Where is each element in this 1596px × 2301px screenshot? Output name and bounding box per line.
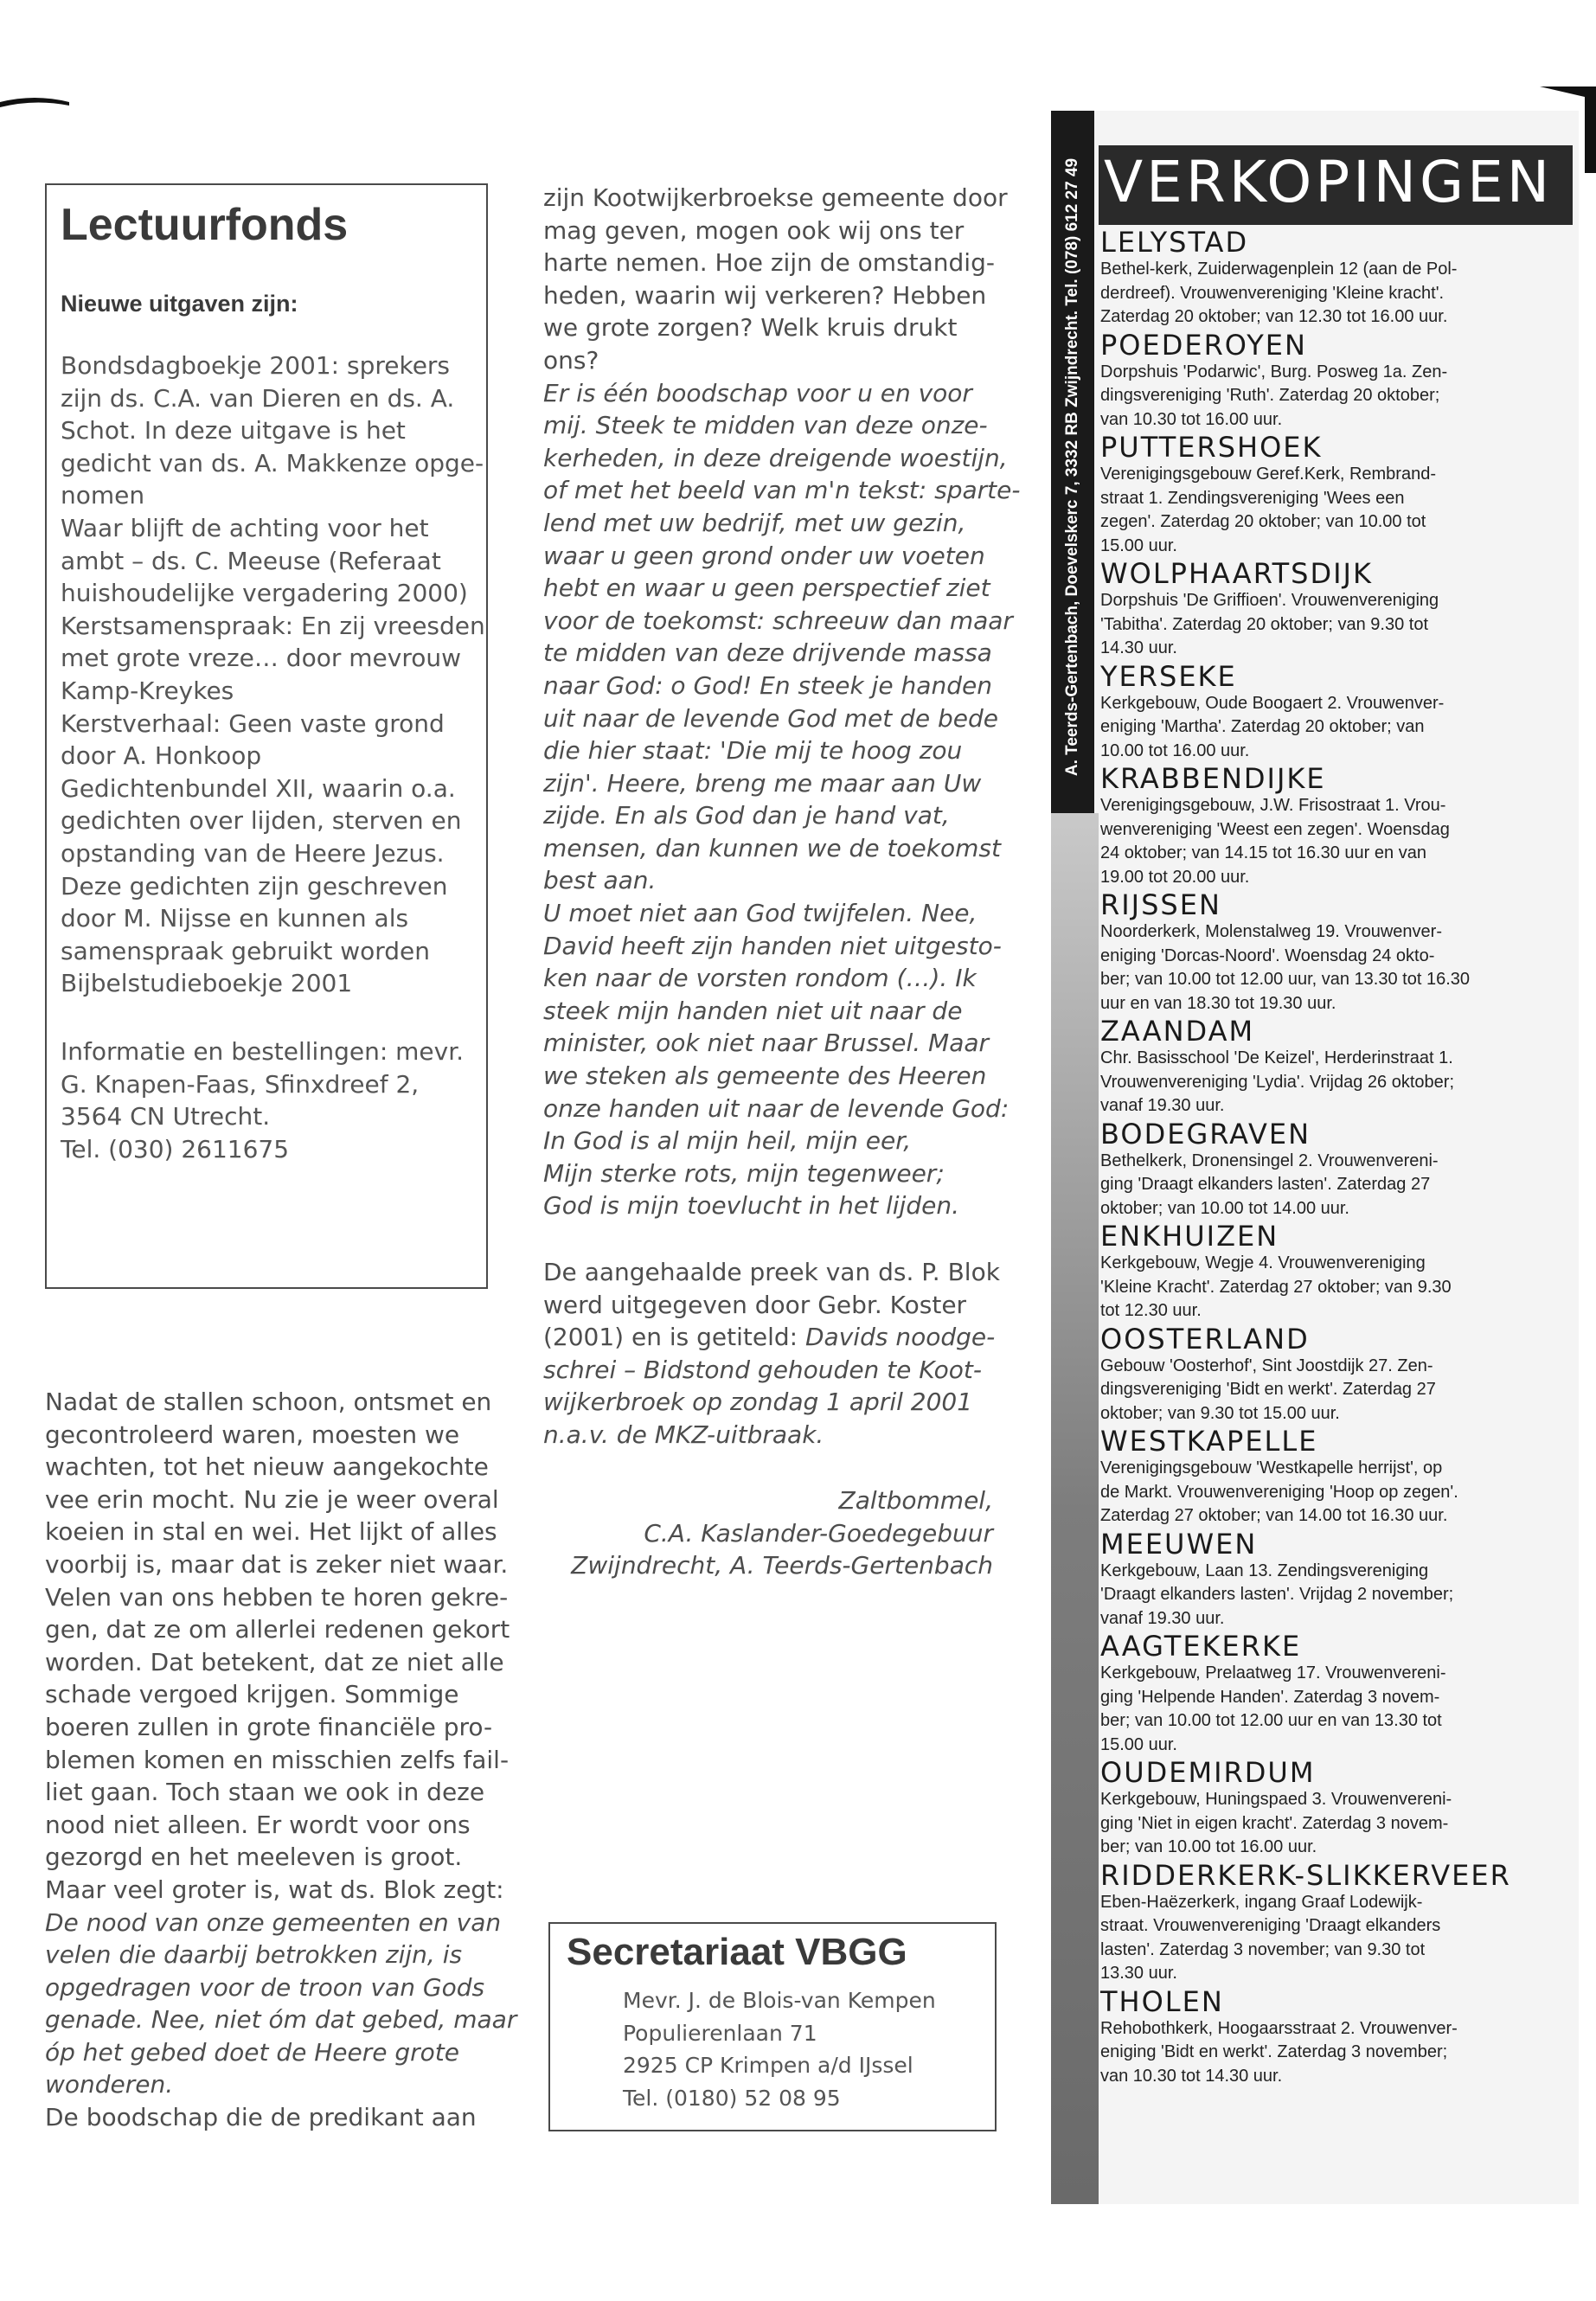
sale-detail-line: ging 'Niet in eigen kracht'. Zaterdag 3 novem- [1100, 1813, 1449, 1833]
article-line [543, 962, 993, 995]
article-line [45, 1516, 495, 1548]
sale-detail-line: 'Kleine Kracht'. Zaterdag 27 oktober; van 9.30 [1100, 1277, 1452, 1297]
article-line [45, 1613, 510, 1646]
article-line-text: best aan. [543, 866, 657, 895]
article-line-text: gecontroleerd waren, moesten we [45, 1420, 460, 1449]
sale-entry [1100, 432, 1572, 558]
article-line [543, 247, 993, 279]
lectuurfonds-line: Kerstverhaal: Geen vaste grond [61, 708, 445, 738]
lectuurfonds-line: zijn ds. C.A. van Dieren en ds. A. [61, 383, 455, 413]
article-line [543, 279, 993, 312]
article-line-text: gen, dat ze om allerlei redenen gekort [45, 1615, 510, 1644]
address-line: Populierenlaan 71 [623, 2020, 817, 2046]
article-line-text: of met het beeld van m'n tekst: sparte- [543, 476, 1021, 505]
sale-entry [1100, 1986, 1572, 2089]
sale-detail-line: eniging 'Dorcas-Noord'. Woensdag 24 okto- [1100, 945, 1435, 965]
sale-entry [1100, 1757, 1572, 1860]
article-line-text: (2001) en is getiteld: [543, 1323, 805, 1352]
article-line [45, 1809, 495, 1842]
sale-detail-line: 15.00 uur. [1100, 535, 1177, 555]
article-line [543, 442, 1008, 475]
sale-detail-line: dingsvereniging 'Bidt en werkt'. Zaterdag 27 [1100, 1380, 1436, 1399]
sale-city: THOLEN [1100, 1984, 1224, 2018]
article-line [543, 215, 993, 247]
lectuurfonds-list [61, 349, 485, 1000]
sale-detail-line: Dorpshuis 'Podarwic', Burg. Posweg 1a. Zen- [1100, 362, 1448, 381]
article-line [543, 1419, 993, 1452]
address-line: 2925 CP Krimpen a/d IJssel [623, 2053, 913, 2078]
article-line [543, 670, 993, 702]
lectuurfonds-line: Kamp-Kreykes [61, 676, 234, 705]
sale-entry [1100, 661, 1572, 764]
sale-detail-line: Verenigingsgebouw Geref.Kerk, Rembrand- [1100, 465, 1436, 484]
sale-detail-line: Bethel-kerk, Zuiderwagenplein 12 (aan de Pol- [1100, 260, 1458, 279]
sale-city: OUDEMIRDUM [1100, 1756, 1316, 1789]
sale-detail-line: oktober; van 10.00 tot 14.00 uur. [1100, 1198, 1349, 1218]
sale-detail-line: straat. Vrouwenvereniging 'Draagt elkanders [1100, 1916, 1441, 1935]
lectuurfonds-line: gedichten over lijden, sterven en [61, 806, 462, 836]
sale-detail-line: zegen'. Zaterdag 20 oktober; van 10.00 tot [1100, 512, 1426, 531]
sale-detail-line: Verenigingsgebouw 'Westkapelle herrijst', op [1100, 1458, 1443, 1477]
article-line [543, 377, 993, 410]
sale-city: ENKHUIZEN [1100, 1220, 1279, 1253]
lectuurfonds-line: Gedichtenbundel XII, waarin o.a. [61, 773, 456, 803]
lectuurfonds-line: nomen [61, 481, 145, 510]
article-line [45, 1419, 495, 1452]
article-line-text: koeien in stal en wei. Het lijkt of alles [45, 1517, 497, 1547]
sale-entry [1100, 889, 1572, 1016]
article-line-text: heden, waarin wij verkeren? Hebben [543, 280, 987, 310]
article-line [543, 182, 1008, 215]
article-line [45, 1744, 510, 1777]
article-line-text: liet gaan. Toch staan we ook in deze [45, 1778, 485, 1807]
sale-city: MEEUWEN [1100, 1527, 1258, 1561]
lectuurfonds-line: met grote vreze… door mevrouw [61, 644, 461, 673]
article-line [543, 1354, 993, 1387]
sale-detail-line: 15.00 uur. [1100, 1734, 1177, 1754]
article-line [45, 1451, 495, 1484]
sale-entry [1100, 1324, 1572, 1426]
sale-detail-line: straat 1. Zendingsvereniging 'Wees een [1100, 488, 1405, 508]
article-column-1 [45, 1386, 517, 2134]
article-line [543, 1321, 996, 1354]
sale-detail-line: ging 'Helpende Handen'. Zaterdag 3 novem- [1100, 1687, 1440, 1707]
sale-detail-line: Kerkgebouw, Wegje 4. Vrouwenvereniging [1100, 1253, 1426, 1272]
article-line-text: harte nemen. Hoe zijn de omstandig- [543, 248, 995, 278]
article-line [45, 1646, 504, 1679]
sale-city: PUTTERSHOEK [1100, 431, 1323, 464]
article-line-text: gezorgd en het meeleven is groot. [45, 1843, 463, 1872]
sale-detail-line: Noorderkerk, Molenstalweg 19. Vrouwenver- [1100, 922, 1442, 941]
article-line-text: ken naar de vorsten rondom (…). Ik [543, 964, 977, 993]
sale-city: YERSEKE [1100, 659, 1237, 693]
article-line [543, 767, 993, 800]
verkopingen-list [1100, 227, 1572, 2088]
article-line-text: naar God: o God! En steek je handen [543, 670, 992, 700]
sale-detail-line: 'Tabitha'. Zaterdag 20 oktober; van 9.30 tot [1100, 614, 1428, 634]
article-line-text: mij. Steek te midden van deze onze- [543, 411, 988, 440]
article-line [543, 930, 1002, 963]
address-line: Tel. (0180) 52 08 95 [623, 2085, 841, 2111]
article-line-text: Velen van ons hebben te horen gekre- [45, 1582, 509, 1612]
sale-detail-line: 10.00 tot 16.00 uur. [1100, 740, 1250, 760]
article-line [543, 572, 993, 605]
lectuurfonds-line: Bondsdagboekje 2001: sprekers [61, 351, 451, 380]
article-line [543, 344, 993, 377]
article-line-text: die hier staat: 'Die mij te hoog zou [543, 736, 963, 766]
sale-entry [1100, 1426, 1572, 1529]
article-line-text: hebt en waar u geen perspectief ziet [543, 574, 990, 603]
sale-detail-line: eniging 'Bidt en werkt'. Zaterdag 3 november; [1100, 2042, 1448, 2061]
article-line [543, 637, 993, 670]
lectuurfonds-line: gedicht van ds. A. Makkenze opge- [61, 448, 484, 478]
sale-entry [1100, 330, 1572, 433]
article-line [543, 311, 993, 344]
sale-detail-line: vanaf 19.30 uur. [1100, 1096, 1225, 1115]
article-line-text: wonderen. [45, 2070, 174, 2099]
secretariaat-title: Secretariaat VBGG [567, 1931, 907, 1973]
article-line-text: kerheden, in deze dreigende woestijn, [543, 443, 1008, 472]
sale-entry [1100, 1631, 1572, 1757]
sale-detail-line: van 10.30 tot 16.00 uur. [1100, 409, 1283, 429]
article-line [543, 864, 993, 897]
article-signature [543, 1484, 993, 1582]
lectuurfonds-title: Lectuurfonds [61, 200, 349, 250]
sale-city: WESTKAPELLE [1100, 1425, 1318, 1458]
article-line-text: blemen komen en misschien zelfs fail- [45, 1745, 510, 1774]
lectuurfonds-subtitle: Nieuwe uitgaven zijn: [61, 291, 298, 317]
sale-detail-line: vanaf 19.30 uur. [1100, 1608, 1225, 1628]
article-line-text: Er is één boodschap voor u en voor [543, 378, 972, 407]
article-line [543, 1289, 993, 1322]
article-line-text: opgedragen voor de troon van Gods [45, 1972, 485, 2002]
article-line [45, 1939, 495, 1971]
lectuurfonds-line: Deze gedichten zijn geschreven [61, 871, 448, 901]
lectuurfonds-line: opstanding van de Heere Jezus. [61, 838, 445, 868]
article-line [45, 2036, 495, 2069]
article-line-text: waar u geen grond onder uw voeten [543, 541, 985, 570]
sale-detail-line: wenvereniging 'Weest een zegen'. Woensdag [1100, 819, 1450, 839]
article-line-text: De aangehaalde preek van ds. P. Blok [543, 1258, 1000, 1286]
sale-entry [1100, 1118, 1572, 1221]
article-line-text: U moet niet aan God twijfelen. Nee, [543, 899, 977, 928]
article-line-text: wijkerbroek op zondag 1 april 2001 [543, 1388, 973, 1417]
article-line-text: mensen, dan kunnen we de toekomst [543, 833, 1001, 862]
article-line-text: zijn Kootwijkerbroekse gemeente door [543, 183, 1008, 212]
sale-detail-line: Bethelkerk, Dronensingel 2. Vrouwenvereni- [1100, 1150, 1439, 1170]
secretariaat-address [623, 1984, 936, 2114]
article-line [543, 507, 993, 540]
sale-detail-line: tot 12.30 uur. [1100, 1301, 1202, 1320]
article-line-text: Mijn sterke rots, mijn tegenweer; [543, 1158, 945, 1188]
sale-detail-line: de Markt. Vrouwenvereniging 'Hoop op zegen'. [1100, 1482, 1458, 1502]
sale-detail-line: 'Draagt elkanders lasten'. Vrijdag 2 november; [1100, 1585, 1454, 1604]
sale-city: AAGTEKERKE [1100, 1630, 1302, 1663]
sale-detail-line: Dorpshuis 'De Griffioen'. Vrouwenvereniging [1100, 591, 1439, 610]
article-line [543, 409, 993, 442]
sale-detail-line: Verenigingsgebouw, J.W. Frisostraat 1. Vrou- [1100, 796, 1446, 815]
article-line-text: worden. Dat betekent, dat ze niet alle [45, 1647, 504, 1676]
lectuurfonds-line: door A. Honkoop [61, 741, 262, 771]
article-line [543, 540, 993, 573]
sale-entry [1100, 1016, 1572, 1118]
article-line-text: schrei – Bidstond gehouden te Koot- [543, 1355, 983, 1384]
article-line-text: schade vergoed krijgen. Sommige [45, 1680, 459, 1709]
article-line [45, 1874, 504, 1907]
article-line-text: wachten, tot het nieuw aangekochte [45, 1452, 489, 1482]
verkopingen-title: VERKOPINGEN [1104, 149, 1554, 215]
article-line [543, 474, 1021, 507]
sale-detail-line: uur en van 18.30 tot 19.30 uur. [1100, 993, 1336, 1013]
article-line [45, 2003, 517, 2036]
article-line-text: velen die daarbij betrokken zijn, is [45, 1940, 463, 1970]
sale-detail-line: derdreef). Vrouwenvereniging 'Kleine kracht'. [1100, 283, 1445, 303]
sale-detail-line: ber; van 10.00 tot 16.00 uur. [1100, 1837, 1317, 1856]
article-line-text: uit naar de levende God met de bede [543, 703, 999, 733]
verkopingen-credit: A. Teerds-Gertenbach, Doevelskerc 7, 3332 RB Zwijndrecht. Tel. (078) 612 27 49 [1063, 157, 1081, 777]
sale-city: BODEGRAVEN [1100, 1117, 1311, 1150]
article-line [45, 1841, 495, 1874]
sale-entry [1100, 763, 1572, 889]
lectuurfonds-line: Waar blijft de achting voor het [61, 513, 429, 542]
article-line-text: zijde. En als God dan je hand vat, [543, 801, 950, 830]
article-line-text: Maar veel groter is, wat ds. Blok zegt: [45, 1875, 504, 1904]
lectuurfonds-contact [61, 1035, 476, 1165]
sale-city: RIDDERKERK-SLIKKERVEER [1100, 1858, 1511, 1892]
article-line [45, 1776, 495, 1809]
article-line-text: we grote zorgen? Welk kruis drukt [543, 313, 958, 343]
sale-city: WOLPHAARTSDIJK [1100, 557, 1373, 590]
article-line-text: boeren zullen in grote financiële pro- [45, 1712, 493, 1741]
article-line-text: genade. Nee, niet óm dat gebed, maar [45, 2005, 517, 2035]
contact-line: Tel. (030) 2611675 [61, 1134, 290, 1163]
sale-detail-line: Eben-Haëzerkerk, ingang Graaf Lodewijk- [1100, 1892, 1423, 1912]
article-line-text: voorbij is, maar dat is zeker niet waar. [45, 1549, 509, 1579]
sale-detail-line: Zaterdag 20 oktober; van 12.30 tot 16.00 uur. [1100, 307, 1448, 326]
article-line-text: onze handen uit naar de levende God: [543, 1093, 1010, 1123]
lectuurfonds-line: Kerstsamenspraak: En zij vreesden [61, 611, 485, 640]
article-line-text: Nadat de stallen schoon, ontsmet en [45, 1388, 492, 1416]
sale-city: OOSTERLAND [1100, 1322, 1310, 1356]
article-line [543, 734, 993, 767]
contact-line: 3564 CN Utrecht. [61, 1102, 271, 1131]
article-line-text: In God is al mijn heil, mijn eer, [543, 1126, 912, 1156]
sale-detail-line: 13.30 uur. [1100, 1964, 1177, 1983]
contact-line: G. Knapen-Faas, Sfinxdreef 2, [61, 1069, 420, 1099]
lectuurfonds-line: samenspraak gebruikt worden [61, 936, 430, 965]
sale-city: ZAANDAM [1100, 1015, 1255, 1048]
sale-detail-line: Gebouw 'Oosterhof', Sint Joostdijk 27. Zen- [1100, 1356, 1433, 1375]
article-line [543, 995, 993, 1028]
article-line [543, 702, 999, 735]
article-line [543, 1125, 993, 1157]
article-line [45, 2101, 495, 2134]
sale-detail-line: Kerkgebouw, Huningspaed 3. Vrouwenvereni- [1100, 1790, 1452, 1809]
sale-city: LELYSTAD [1100, 226, 1249, 259]
sale-detail-line: Zaterdag 27 oktober; van 14.00 tot 16.30 uur. [1100, 1506, 1448, 1525]
article-line [45, 1581, 509, 1614]
article-line-text: ons? [543, 345, 599, 375]
article-line-text: werd uitgegeven door Gebr. Koster [543, 1290, 967, 1319]
article-line-text: n.a.v. de MKZ-uitbraak. [543, 1420, 824, 1449]
article-line [45, 2068, 495, 2101]
sale-detail-line: Kerkgebouw, Oude Boogaert 2. Vrouwenver- [1100, 693, 1445, 713]
sidebar-photo-strip [1051, 813, 1099, 2204]
article-line [45, 1907, 502, 1939]
signature-line: Zwijndrecht, A. Teerds-Gertenbach [571, 1551, 993, 1580]
sale-city: RIJSSEN [1100, 888, 1221, 921]
article-line-text: te midden van deze drijvende massa [543, 638, 992, 668]
sale-entry [1100, 1221, 1572, 1324]
sale-detail-line: Vrouwenvereniging 'Lydia'. Vrijdag 26 oktober; [1100, 1072, 1454, 1092]
article-ending [543, 1256, 1000, 1452]
article-line [45, 1711, 495, 1744]
sale-detail-line: eniging 'Martha'. Zaterdag 20 oktober; van [1100, 717, 1425, 736]
article-line [543, 897, 993, 930]
article-line [45, 1386, 495, 1419]
article-line [543, 832, 1001, 865]
lectuurfonds-line: Schot. In deze uitgave is het [61, 416, 406, 445]
article-line-text: De boodschap die de predikant aan [45, 2103, 477, 2132]
article-line-text: voor de toekomst: schreeuw dan maar [543, 606, 1013, 635]
article-line-italic: Davids noodge- [805, 1323, 996, 1352]
sale-entry [1100, 1529, 1572, 1631]
article-line-text: nood niet alleen. Er wordt voor ons [45, 1810, 471, 1839]
article-line [543, 799, 993, 832]
sale-detail-line: oktober; van 9.30 tot 15.00 uur. [1100, 1403, 1340, 1423]
sale-detail-line: 19.00 tot 20.00 uur. [1100, 867, 1250, 887]
article-line [543, 1189, 993, 1222]
article-line-text: mag geven, mogen ook wij ons ter [543, 215, 965, 245]
sale-city: POEDEROYEN [1100, 328, 1307, 362]
article-line [543, 1093, 1010, 1125]
sale-entry [1100, 558, 1572, 661]
article-column-2 [543, 182, 1021, 1222]
article-line [543, 1386, 993, 1419]
sale-detail-line: van 10.30 tot 14.30 uur. [1100, 2066, 1283, 2086]
article-line-text: minister, ook niet naar Brussel. Maar [543, 1029, 990, 1058]
article-line [543, 605, 1013, 638]
article-line [543, 1060, 993, 1093]
sale-detail-line: Chr. Basisschool 'De Keizel', Herderinstraat 1. [1100, 1048, 1453, 1067]
article-line-text: God is mijn toevlucht in het lijden. [543, 1191, 959, 1221]
article-line-text: lend met uw bedrijf, met uw gezin, [543, 508, 966, 537]
sale-entry [1100, 227, 1572, 330]
sale-detail-line: 24 oktober; van 14.15 tot 16.30 uur en van [1100, 843, 1426, 862]
contact-line: Informatie en bestellingen: mevr. [61, 1037, 465, 1066]
lectuurfonds-line: ambt – ds. C. Meeuse (Referaat [61, 546, 441, 575]
article-line-text: óp het gebed doet de Heere grote [45, 2037, 460, 2067]
article-line [45, 1548, 509, 1581]
sale-detail-line: Kerkgebouw, Laan 13. Zendingsvereniging [1100, 1561, 1429, 1580]
article-line-text: De nood van onze gemeenten en van [45, 1907, 502, 1937]
sale-detail-line: 14.30 uur. [1100, 638, 1177, 657]
sale-detail-line: lasten'. Zaterdag 3 november; van 9.30 tot [1100, 1939, 1426, 1959]
sale-detail-line: ber; van 10.00 tot 12.00 uur, van 13.30 tot 16.30 [1100, 970, 1470, 989]
article-line-text: zijn'. Heere, breng me maar aan Uw [543, 768, 982, 798]
lectuurfonds-line: door M. Nijsse en kunnen als [61, 904, 409, 933]
article-line-text: David heeft zijn handen niet uitgesto- [543, 931, 1002, 960]
article-line-text: vee erin mocht. Nu zie je weer overal [45, 1484, 499, 1514]
article-line [45, 1971, 495, 2004]
article-line [543, 1027, 993, 1060]
lectuurfonds-line: Bijbelstudieboekje 2001 [61, 969, 353, 998]
signature-line: Zaltbommel, [838, 1486, 993, 1515]
lectuurfonds-line: huishoudelijke vergadering 2000) [61, 579, 468, 608]
sale-detail-line: dingsvereniging 'Ruth'. Zaterdag 20 oktober; [1100, 386, 1440, 405]
sale-detail-line: ber; van 10.00 tot 12.00 uur en van 13.30 tot [1100, 1711, 1442, 1730]
signature-line: C.A. Kaslander-Goedegebuur [644, 1518, 993, 1548]
article-line [45, 1484, 499, 1516]
article-line [45, 1678, 495, 1711]
sale-detail-line: Kerkgebouw, Prelaatweg 17. Vrouwenvereni- [1100, 1663, 1446, 1682]
article-line [543, 1256, 1000, 1289]
address-line: Mevr. J. de Blois-van Kempen [623, 1988, 936, 2013]
sale-detail-line: Rehobothkerk, Hoogaarsstraat 2. Vrouwenver- [1100, 2018, 1458, 2038]
sale-entry [1100, 1860, 1572, 1986]
sale-city: KRABBENDIJKE [1100, 762, 1326, 795]
article-line-text: we steken als gemeente des Heeren [543, 1061, 987, 1091]
sale-detail-line: ging 'Draagt elkanders lasten'. Zaterdag 27 [1100, 1175, 1431, 1194]
article-line [543, 1157, 993, 1190]
article-line-text: steek mijn handen niet uit naar de [543, 996, 963, 1025]
